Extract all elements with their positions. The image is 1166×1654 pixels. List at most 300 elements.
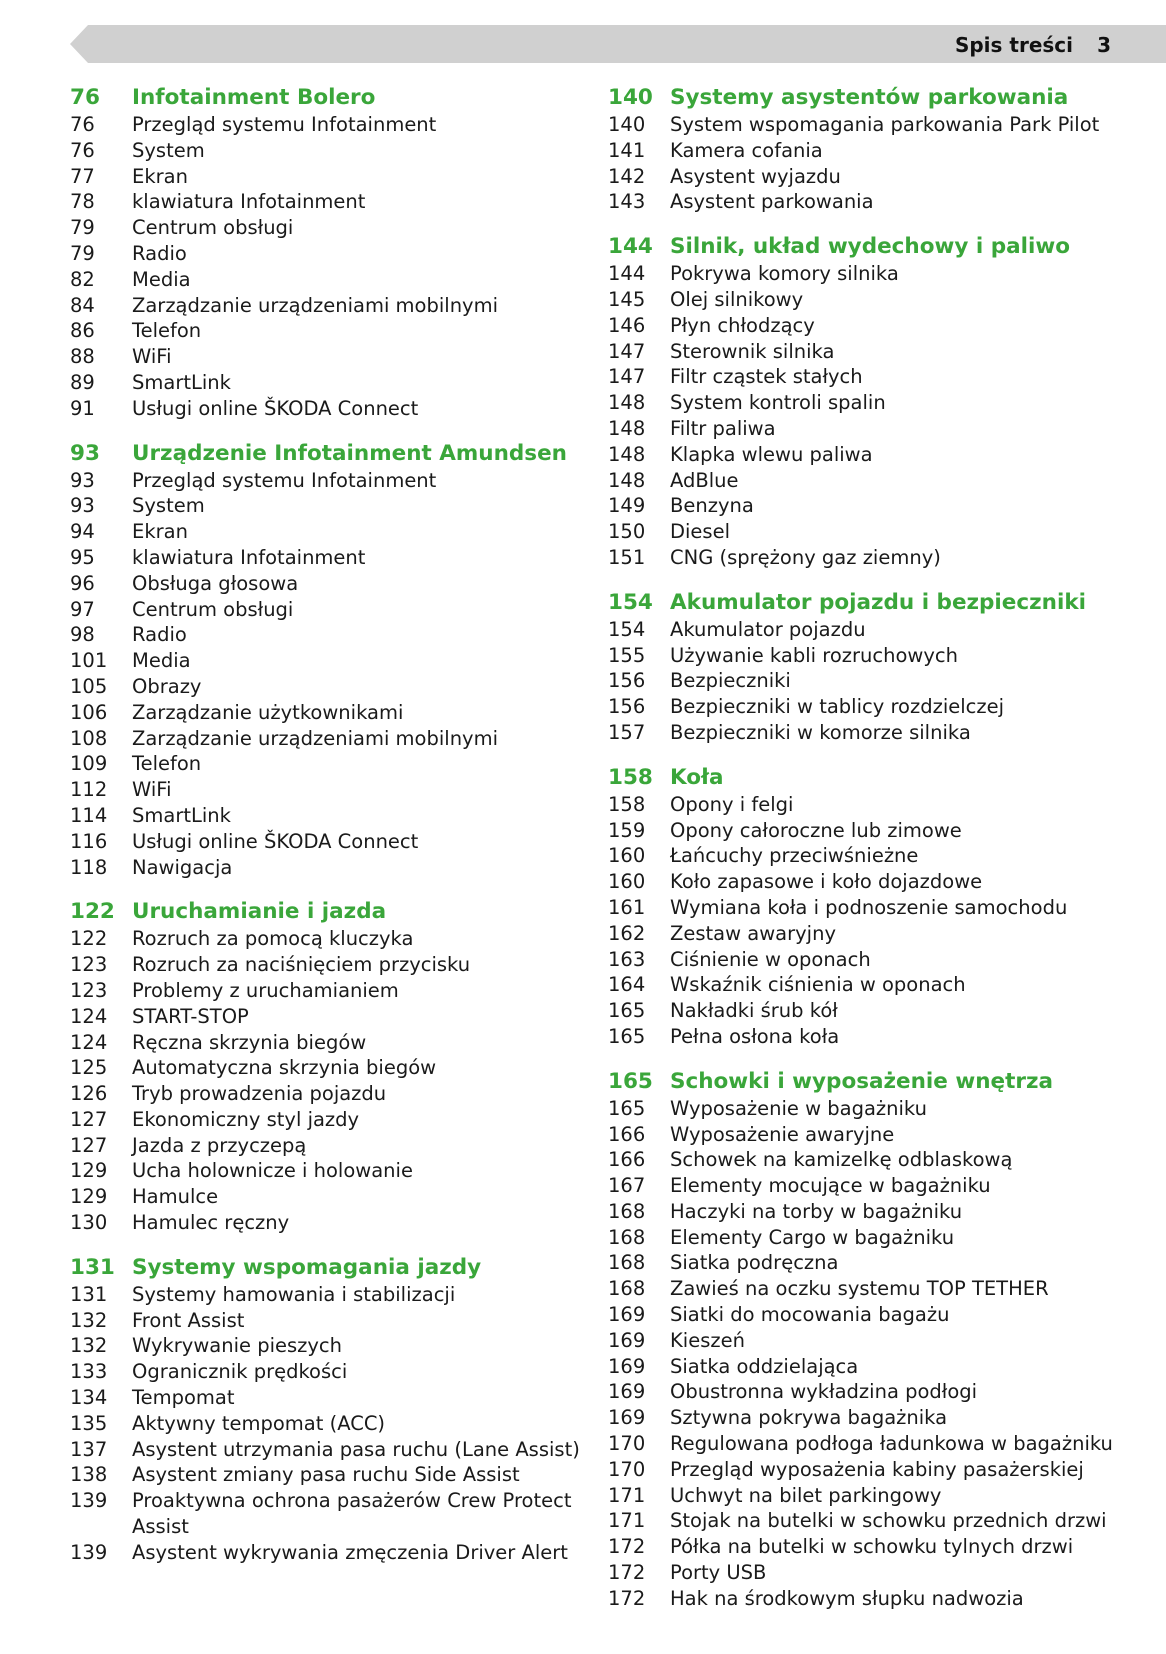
entry-page-number: 124 [70,1004,108,1028]
entry-page-number: 168 [608,1225,646,1249]
entry-title: Schowek na kamizelkę odblaskową [670,1148,1013,1172]
toc-entry[interactable] [70,726,580,752]
toc-entry[interactable] [70,468,580,494]
entry-page-number: 162 [608,921,646,945]
entry-title: Nakładki śrub kół [670,999,838,1023]
toc-entry[interactable] [608,998,1148,1024]
toc-entry[interactable] [608,1457,1148,1483]
entry-page-number: 140 [608,113,646,136]
entry-title: Siatki do mocowania bagażu [670,1303,950,1327]
toc-section [70,83,580,422]
toc-entry[interactable] [70,189,580,215]
toc-section-heading[interactable] [608,232,1148,261]
entry-page-number: 156 [608,669,646,693]
section-page-number: 165 [608,1068,653,1094]
entry-title: System [132,138,205,162]
toc-entry[interactable] [608,364,1148,390]
entry-page-number: 130 [70,1211,108,1235]
toc-entry[interactable] [608,1122,1148,1148]
toc-entry[interactable] [70,1333,580,1359]
entry-page-number: 149 [608,494,646,518]
entry-page-number: 93 [70,494,95,518]
entry-page-number: 159 [608,818,646,842]
entry-title: START-STOP [132,1004,249,1028]
toc-section-heading[interactable] [608,1067,1148,1096]
entry-page-number: 129 [70,1159,108,1183]
entry-title: Elementy Cargo w bagażniku [670,1225,955,1249]
entry-page-number: 93 [70,468,95,492]
toc-entry[interactable] [70,519,580,545]
toc-entry[interactable] [70,1081,580,1107]
entry-title: Siatka oddzielająca [670,1354,859,1378]
toc-entry[interactable] [608,947,1148,973]
entry-title: Automatyczna skrzynia biegów [132,1056,437,1080]
toc-entry[interactable] [608,1586,1148,1612]
toc-entry[interactable] [608,442,1148,468]
toc-entry[interactable] [70,1462,580,1488]
section-title: Urządzenie Infotainment Amundsen [132,440,567,466]
toc-entry[interactable] [608,1173,1148,1199]
toc-section [608,588,1148,746]
toc-entry[interactable] [70,344,580,370]
toc-right-column [608,83,1148,1629]
entry-page-number: 122 [70,927,108,951]
entry-title: Wyposażenie w bagażniku [670,1096,927,1120]
entry-title: Proaktywna ochrona pasażerów Crew Protect Assist [132,1489,572,1539]
entry-page-number: 94 [70,520,95,544]
entry-title: Usługi online ŠKODA Connect [132,396,419,420]
entry-title: Hak na środkowym słupku nadwozia [670,1586,1024,1610]
entry-title: Zarządzanie użytkownikami [132,700,404,724]
entry-page-number: 172 [608,1535,646,1559]
toc-entry[interactable] [70,829,580,855]
toc-entry[interactable] [608,1560,1148,1586]
toc-entry[interactable] [608,519,1148,545]
toc-entry[interactable] [608,694,1148,720]
toc-section-heading[interactable] [608,83,1148,112]
entry-page-number: 137 [70,1437,108,1461]
entry-title: Pełna osłona koła [670,1024,840,1048]
toc-entry[interactable] [608,339,1148,365]
toc-entry[interactable] [70,926,580,952]
entry-page-number: 146 [608,313,646,337]
toc-entry[interactable] [608,720,1148,746]
entry-title: SmartLink [132,803,231,827]
entry-title: Telefon [132,319,202,343]
toc-entry[interactable] [608,1354,1148,1380]
entry-title: Hamulec ręczny [132,1211,290,1235]
toc-entry[interactable] [608,1302,1148,1328]
running-header-title: Spis treści [954,33,1073,57]
entry-title: Obsługa głosowa [132,571,299,595]
toc-section [70,1253,580,1566]
entry-title: Olej silnikowy [670,287,804,311]
toc-entry[interactable] [608,1024,1148,1050]
entry-page-number: 133 [70,1360,108,1384]
entry-page-number: 129 [70,1185,108,1209]
toc-entry[interactable] [70,803,580,829]
entry-title: Przegląd systemu Infotainment [132,113,437,136]
entry-page-number: 118 [70,855,108,879]
entry-title: SmartLink [132,370,231,394]
toc-entry[interactable] [608,1250,1148,1276]
toc-entry[interactable] [70,1282,580,1308]
toc-entry[interactable] [70,1488,580,1540]
entry-page-number: 172 [608,1586,646,1610]
entry-title: Tempomat [132,1386,235,1410]
toc-entry[interactable] [608,1096,1148,1122]
entry-page-number: 123 [70,953,108,977]
entry-page-number: 134 [70,1386,108,1410]
entry-title: Kamera cofania [670,138,823,162]
toc-entry[interactable] [608,189,1148,215]
toc-entry[interactable] [70,164,580,190]
toc-entry[interactable] [70,597,580,623]
entry-title: Asystent wykrywania zmęczenia Driver Alert [132,1540,568,1564]
toc-entry[interactable] [608,972,1148,998]
toc-entry[interactable] [608,869,1148,895]
toc-entry[interactable] [608,1147,1148,1173]
entry-title: Asystent zmiany pasa ruchu Side Assist [132,1463,520,1487]
entry-title: CNG (sprężony gaz ziemny) [670,545,941,569]
entry-title: Siatka podręczna [670,1251,839,1275]
toc-entry[interactable] [608,668,1148,694]
entry-title: Rozruch za naciśnięciem przycisku [132,953,471,977]
entry-title: Zawieś na oczku systemu TOP TETHER [670,1277,1049,1301]
toc-entry[interactable] [70,1184,580,1210]
entry-title: WiFi [132,345,172,369]
entry-page-number: 78 [70,190,95,214]
entry-title: Półka na butelki w schowku tylnych drzwi [670,1535,1074,1559]
entry-page-number: 165 [608,999,646,1023]
toc-section [608,763,1148,1050]
toc-entry[interactable] [608,1199,1148,1225]
entry-page-number: 166 [608,1148,646,1172]
toc-entry[interactable] [608,545,1148,571]
entry-title: Elementy mocujące w bagażniku [670,1174,991,1198]
entry-page-number: 109 [70,752,108,776]
toc-entry[interactable] [70,777,580,803]
entry-page-number: 131 [70,1282,108,1306]
entry-title: Wyposażenie awaryjne [670,1122,895,1146]
toc-section-heading[interactable] [70,897,580,926]
entry-page-number: 123 [70,978,108,1002]
toc-entry[interactable] [608,1508,1148,1534]
entry-title: Używanie kabli rozruchowych [670,643,958,667]
entry-title: Hamulce [132,1185,219,1209]
toc-entry[interactable] [608,493,1148,519]
toc-entry[interactable] [608,468,1148,494]
toc-entry[interactable] [608,895,1148,921]
entry-title: Tryb prowadzenia pojazdu [132,1082,387,1106]
toc-entry[interactable] [70,1004,580,1030]
toc-entry[interactable] [608,287,1148,313]
toc-entry[interactable] [608,921,1148,947]
entry-page-number: 166 [608,1122,646,1146]
entry-page-number: 150 [608,520,646,544]
entry-title: Regulowana podłoga ładunkowa w bagażniku [670,1432,1113,1456]
entry-title: Opony całoroczne lub zimowe [670,818,962,842]
section-title: Systemy asystentów parkowania [670,85,1069,110]
toc-entry[interactable] [70,978,580,1004]
entry-page-number: 170 [608,1432,646,1456]
toc-section [608,232,1148,571]
entry-page-number: 163 [608,947,646,971]
section-page-number: 144 [608,234,653,260]
entry-title: Kieszeń [670,1328,745,1352]
entry-page-number: 141 [608,138,646,162]
entry-title: Bezpieczniki w komorze silnika [670,720,971,744]
toc-entry[interactable] [70,1133,580,1159]
entry-page-number: 91 [70,396,95,420]
entry-page-number: 114 [70,803,108,827]
entry-page-number: 157 [608,720,646,744]
entry-title: Przegląd systemu Infotainment [132,468,437,492]
entry-page-number: 88 [70,345,95,369]
entry-page-number: 135 [70,1411,108,1435]
toc-entry[interactable] [608,1379,1148,1405]
toc-entry[interactable] [70,112,580,138]
entry-title: Zarządzanie urządzeniami mobilnymi [132,726,499,750]
entry-title: Media [132,267,191,291]
entry-title: Centrum obsługi [132,597,294,621]
entry-title: System kontroli spalin [670,391,886,415]
entry-page-number: 125 [70,1056,108,1080]
section-title: Infotainment Bolero [132,85,376,110]
toc-entry[interactable] [70,138,580,164]
toc-entry[interactable] [70,1411,580,1437]
toc-entry[interactable] [70,293,580,319]
entry-title: Ekran [132,520,188,544]
toc-entry[interactable] [70,648,580,674]
entry-title: Systemy hamowania i stabilizacji [132,1282,456,1306]
entry-page-number: 171 [608,1509,646,1533]
entry-page-number: 95 [70,545,95,569]
entry-title: Porty USB [670,1561,767,1585]
toc-entry[interactable] [70,1359,580,1385]
entry-page-number: 101 [70,649,108,673]
toc-entry[interactable] [70,700,580,726]
entry-page-number: 76 [70,138,95,162]
toc-entry[interactable] [608,1225,1148,1251]
toc-entry[interactable] [608,1534,1148,1560]
entry-page-number: 168 [608,1199,646,1223]
toc-entry[interactable] [70,571,580,597]
entry-title: Radio [132,241,187,265]
toc-entry[interactable] [70,751,580,777]
entry-page-number: 169 [608,1406,646,1430]
entry-title: Łańcuchy przeciwśnieżne [670,844,919,868]
toc-entry[interactable] [608,112,1148,138]
entry-page-number: 124 [70,1030,108,1054]
entry-page-number: 168 [608,1277,646,1301]
toc-section-heading[interactable] [608,763,1148,792]
toc-entry[interactable] [608,1276,1148,1302]
toc-entry[interactable] [70,855,580,881]
entry-page-number: 148 [608,416,646,440]
toc-entry[interactable] [608,1431,1148,1457]
entry-title: Media [132,649,191,673]
entry-page-number: 158 [608,792,646,816]
toc-entry[interactable] [608,792,1148,818]
entry-page-number: 142 [608,164,646,188]
section-page-number: 154 [608,589,653,615]
toc-entry[interactable] [608,138,1148,164]
toc-section [608,83,1148,215]
entry-page-number: 132 [70,1308,108,1332]
toc-entry[interactable] [70,622,580,648]
entry-title: Ucha holownicze i holowanie [132,1159,413,1183]
toc-entry[interactable] [608,843,1148,869]
toc-entry[interactable] [608,1405,1148,1431]
entry-title: Centrum obsługi [132,216,294,240]
entry-page-number: 82 [70,267,95,291]
section-page-number: 76 [70,85,100,110]
entry-page-number: 143 [608,190,646,214]
toc-entry[interactable] [70,545,580,571]
entry-page-number: 147 [608,339,646,363]
toc-entry[interactable] [70,1030,580,1056]
toc-entry[interactable] [70,674,580,700]
toc-entry[interactable] [608,1483,1148,1509]
entry-page-number: 116 [70,829,108,853]
entry-title: Ekran [132,164,188,188]
entry-page-number: 77 [70,164,95,188]
entry-page-number: 164 [608,973,646,997]
entry-page-number: 144 [608,262,646,286]
section-page-number: 122 [70,899,115,925]
entry-page-number: 139 [70,1540,108,1564]
entry-title: Ręczna skrzynia biegów [132,1030,367,1054]
entry-title: Asystent utrzymania pasa ruchu (Lane Assist) [132,1437,580,1461]
entry-title: Wykrywanie pieszych [132,1334,343,1358]
entry-page-number: 168 [608,1251,646,1275]
entry-page-number: 138 [70,1463,108,1487]
entry-page-number: 106 [70,700,108,724]
toc-entry[interactable] [70,215,580,241]
toc-entry[interactable] [70,1055,580,1081]
toc-entry[interactable] [608,818,1148,844]
entry-page-number: 172 [608,1561,646,1585]
toc-section [70,897,580,1236]
toc-entry[interactable] [70,267,580,293]
toc-entry[interactable] [608,1328,1148,1354]
entry-title: Obustronna wykładzina podłogi [670,1380,978,1404]
toc-entry[interactable] [70,1158,580,1184]
entry-title: Uchwyt na bilet parkingowy [670,1483,942,1507]
entry-page-number: 160 [608,844,646,868]
entry-page-number: 127 [70,1107,108,1131]
entry-page-number: 112 [70,778,108,802]
entry-page-number: 160 [608,870,646,894]
entry-page-number: 79 [70,216,95,240]
toc-left-column [70,83,580,1583]
entry-page-number: 76 [70,113,95,136]
entry-title: Stojak na butelki w schowku przednich drzwi [670,1509,1107,1533]
entry-title: klawiatura Infotainment [132,545,366,569]
toc-entry[interactable] [70,493,580,519]
toc-entry[interactable] [70,952,580,978]
toc-entry[interactable] [70,1540,580,1566]
page-number: 3 [1097,33,1111,57]
entry-page-number: 161 [608,895,646,919]
toc-section [608,1067,1148,1612]
toc-entry[interactable] [608,617,1148,643]
section-title: Systemy wspomagania jazdy [132,1254,482,1280]
toc-entry[interactable] [70,1107,580,1133]
entry-page-number: 165 [608,1024,646,1048]
entry-title: Wskaźnik ciśnienia w oponach [670,973,966,997]
entry-title: Bezpieczniki w tablicy rozdzielczej [670,695,1005,719]
toc-entry[interactable] [70,370,580,396]
entry-title: Filtr cząstek stałych [670,365,863,389]
entry-page-number: 151 [608,545,646,569]
entry-title: Bezpieczniki [670,669,791,693]
entry-page-number: 156 [608,695,646,719]
section-title: Akumulator pojazdu i bezpieczniki [670,589,1086,615]
entry-page-number: 108 [70,726,108,750]
entry-title: klawiatura Infotainment [132,190,366,214]
toc-entry[interactable] [70,1385,580,1411]
entry-page-number: 84 [70,293,95,317]
toc-entry[interactable] [608,416,1148,442]
entry-title: Telefon [132,752,202,776]
toc-entry[interactable] [608,643,1148,669]
toc-section-heading[interactable] [70,1253,580,1282]
toc-section-heading[interactable] [70,439,580,468]
entry-page-number: 154 [608,617,646,641]
entry-page-number: 169 [608,1303,646,1327]
entry-title: Opony i felgi [670,792,794,816]
toc-entry[interactable] [608,261,1148,287]
entry-title: Nawigacja [132,855,233,879]
toc-entry[interactable] [70,1210,580,1236]
toc-entry[interactable] [70,318,580,344]
entry-page-number: 169 [608,1380,646,1404]
toc-entry[interactable] [70,1308,580,1334]
entry-title: Filtr paliwa [670,416,776,440]
entry-title: Problemy z uruchamianiem [132,978,399,1002]
section-page-number: 131 [70,1254,115,1280]
entry-page-number: 96 [70,571,95,595]
entry-title: Haczyki na torby w bagażniku [670,1199,963,1223]
entry-title: Aktywny tempomat (ACC) [132,1411,386,1435]
toc-entry[interactable] [70,396,580,422]
toc-entry[interactable] [70,241,580,267]
entry-page-number: 86 [70,319,95,343]
toc-section-heading[interactable] [70,83,580,112]
toc-entry[interactable] [608,390,1148,416]
entry-title: Zestaw awaryjny [670,921,836,945]
entry-title: Koło zapasowe i koło dojazdowe [670,870,983,894]
entry-page-number: 139 [70,1489,108,1513]
entry-title: System [132,494,205,518]
entry-title: Zarządzanie urządzeniami mobilnymi [132,293,499,317]
toc-section-heading[interactable] [608,588,1148,617]
entry-page-number: 89 [70,370,95,394]
entry-page-number: 148 [608,468,646,492]
entry-page-number: 167 [608,1174,646,1198]
entry-title: Sztywna pokrywa bagażnika [670,1406,948,1430]
entry-title: Ciśnienie w oponach [670,947,871,971]
entry-page-number: 171 [608,1483,646,1507]
toc-entry[interactable] [70,1437,580,1463]
entry-page-number: 169 [608,1354,646,1378]
entry-page-number: 132 [70,1334,108,1358]
toc-entry[interactable] [608,313,1148,339]
toc-entry[interactable] [608,164,1148,190]
entry-page-number: 105 [70,674,108,698]
